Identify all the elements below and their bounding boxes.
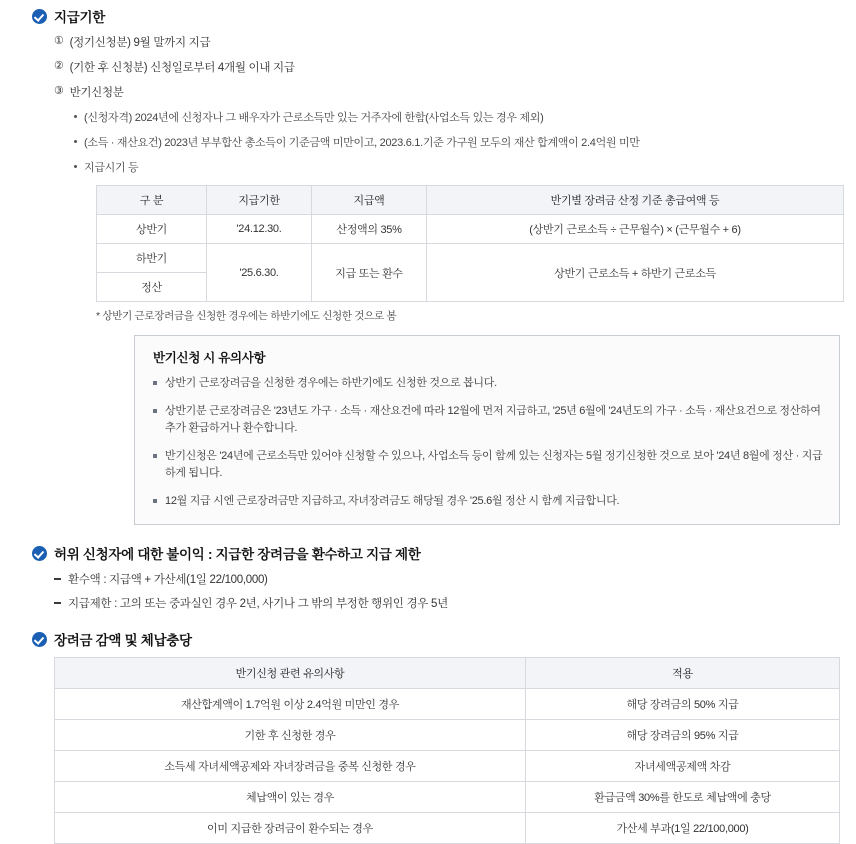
dash-item-text: 환수액 : 지급액 + 가산세(1일 22/100,000) <box>68 574 268 587</box>
cell-basis: 상반기 근로소득 + 하반기 근로소득 <box>427 244 844 302</box>
callout-item-text: 상반기 근로장려금을 신청한 경우에는 하반기에도 신청한 것으로 봅니다. <box>165 377 497 389</box>
dash-item-text: 지급제한 : 고의 또는 중과실인 경우 2년, 사기나 그 밖의 부정한 행위인 경우 5년 <box>68 598 448 611</box>
payment-schedule-table <box>96 185 844 302</box>
cell-amount: 산정액의 35% <box>312 215 427 244</box>
bullet-text: 지급시기 등 <box>84 162 139 174</box>
reduction-offset-table-wrapper <box>54 657 840 844</box>
col-amount: 지급액 <box>312 186 427 215</box>
list-item-text: 반기신청분 <box>69 87 124 99</box>
payment-schedule-table-wrapper <box>96 185 844 302</box>
page-title: 지급기한 <box>54 10 105 25</box>
section-heading-false-claim-penalty <box>32 543 846 563</box>
cell-apply: 자녀세액공제액 차감 <box>526 751 840 782</box>
dash-marker-icon <box>54 578 61 580</box>
table-header-row <box>55 658 840 689</box>
table-row <box>55 720 840 751</box>
square-bullet-icon <box>153 381 157 385</box>
list-marker: ① <box>54 35 64 47</box>
callout-list-item <box>153 493 823 510</box>
cell-case: 체납액이 있는 경우 <box>55 782 526 813</box>
list-item <box>54 59 846 75</box>
cell-apply: 해당 장려금의 50% 지급 <box>526 689 840 720</box>
square-bullet-icon <box>153 409 157 413</box>
cell-apply: 해당 장려금의 95% 지급 <box>526 720 840 751</box>
col-deadline: 지급기한 <box>207 186 312 215</box>
dash-list-item <box>54 595 846 611</box>
table-row <box>55 813 840 844</box>
list-item <box>54 84 846 100</box>
cell-case: 기한 후 신청한 경우 <box>55 720 526 751</box>
callout-item-text: 반기신청은 '24년에 근로소득만 있어야 신청할 수 있으나, 사업소득 등이 함께 있는 신청자는 5월 정기신청한 것으로 보아 '24년 8월에 정산 · 지급하게 됩니다. <box>165 450 823 480</box>
reduction-offset-table <box>54 657 840 844</box>
bullet-item <box>74 159 846 175</box>
list-item-text: (정기신청분) 9월 말까지 지급 <box>69 37 211 49</box>
callout-title: 반기신청 시 유의사항 <box>153 351 266 365</box>
dash-marker-icon <box>54 602 61 604</box>
bullet-item <box>74 109 846 125</box>
cell-basis: (상반기 근로소득 ÷ 근무월수) × (근무월수 + 6) <box>427 215 844 244</box>
bullet-dot-icon <box>74 115 77 118</box>
cell-division: 상반기 <box>97 215 207 244</box>
cell-deadline: '24.12.30. <box>207 215 312 244</box>
section-heading-payment-deadline <box>32 6 846 26</box>
square-bullet-icon <box>153 499 157 503</box>
table-row <box>97 244 844 273</box>
table-row <box>97 215 844 244</box>
section-heading-reduction-offset <box>32 629 846 649</box>
callout-list-item <box>153 448 823 482</box>
notice-callout-box <box>134 335 840 525</box>
bullet-text: (신청자격) 2024년에 신청자나 그 배우자가 근로소득만 있는 거주자에 한함(사업소득 있는 경우 제외) <box>84 112 544 124</box>
section-title: 장려금 감액 및 체납충당 <box>54 633 192 649</box>
cell-case: 소득세 자녀세액공제와 자녀장려금을 중복 신청한 경우 <box>55 751 526 782</box>
cell-deadline: '25.6.30. <box>207 244 312 302</box>
cell-apply: 가산세 부과(1일 22/100,000) <box>526 813 840 844</box>
cell-case: 이미 지급한 장려금이 환수되는 경우 <box>55 813 526 844</box>
cell-division: 정산 <box>97 273 207 302</box>
check-circle-icon <box>32 9 47 24</box>
square-bullet-icon <box>153 454 157 458</box>
bullet-dot-icon <box>74 165 77 168</box>
col-division: 구 분 <box>97 186 207 215</box>
cell-amount: 지급 또는 환수 <box>312 244 427 302</box>
cell-division: 하반기 <box>97 244 207 273</box>
table-header-row <box>97 186 844 215</box>
callout-item-text: 12월 지급 시엔 근로장려금만 지급하고, 자녀장려금도 해당될 경우 '25.6월 정산 시 함께 지급합니다. <box>165 495 620 508</box>
cell-case: 재산합계액이 1.7억원 이상 2.4억원 미만인 경우 <box>55 689 526 720</box>
bullet-dot-icon <box>74 140 77 143</box>
cell-apply: 환급금액 30%를 한도로 체납액에 충당 <box>526 782 840 813</box>
col-basis: 반기별 장려금 산정 기준 총급여액 등 <box>427 186 844 215</box>
bullet-item <box>74 134 846 150</box>
check-circle-icon <box>32 546 47 561</box>
callout-item-text: 상반기분 근로장려금은 '23년도 가구 · 소득 · 재산요건에 따라 12월에 먼저 지급하고, '25년 6월에 '24년도의 가구 · 소득 · 재산요건으로 정산하여 추가 환급하거나 환수합니다. <box>165 405 821 435</box>
list-item-text: (기한 후 신청분) 신청일로부터 4개월 이내 지급 <box>69 62 295 74</box>
list-item <box>54 34 846 50</box>
table-row <box>55 751 840 782</box>
callout-list-item <box>153 375 823 392</box>
col-apply: 적용 <box>526 658 840 689</box>
col-case: 반기신청 관련 유의사항 <box>55 658 526 689</box>
list-marker: ② <box>54 60 64 72</box>
callout-list-item <box>153 403 823 437</box>
check-circle-icon <box>32 632 47 647</box>
section-title: 허위 신청자에 대한 불이익 : 지급한 장려금을 환수하고 지급 제한 <box>54 547 421 563</box>
table-footnote: * 상반기 근로장려금을 신청한 경우에는 하반기에도 신청한 것으로 봄 <box>96 310 397 322</box>
table-row <box>55 782 840 813</box>
list-marker: ③ <box>54 85 64 97</box>
dash-list-item <box>54 571 846 587</box>
bullet-text: (소득 · 재산요건) 2023년 부부합산 총소득이 기준금액 미만이고, 2023.6.1.기준 가구원 모두의 재산 합계액이 2.4억원 미만 <box>84 137 640 149</box>
table-row <box>55 689 840 720</box>
